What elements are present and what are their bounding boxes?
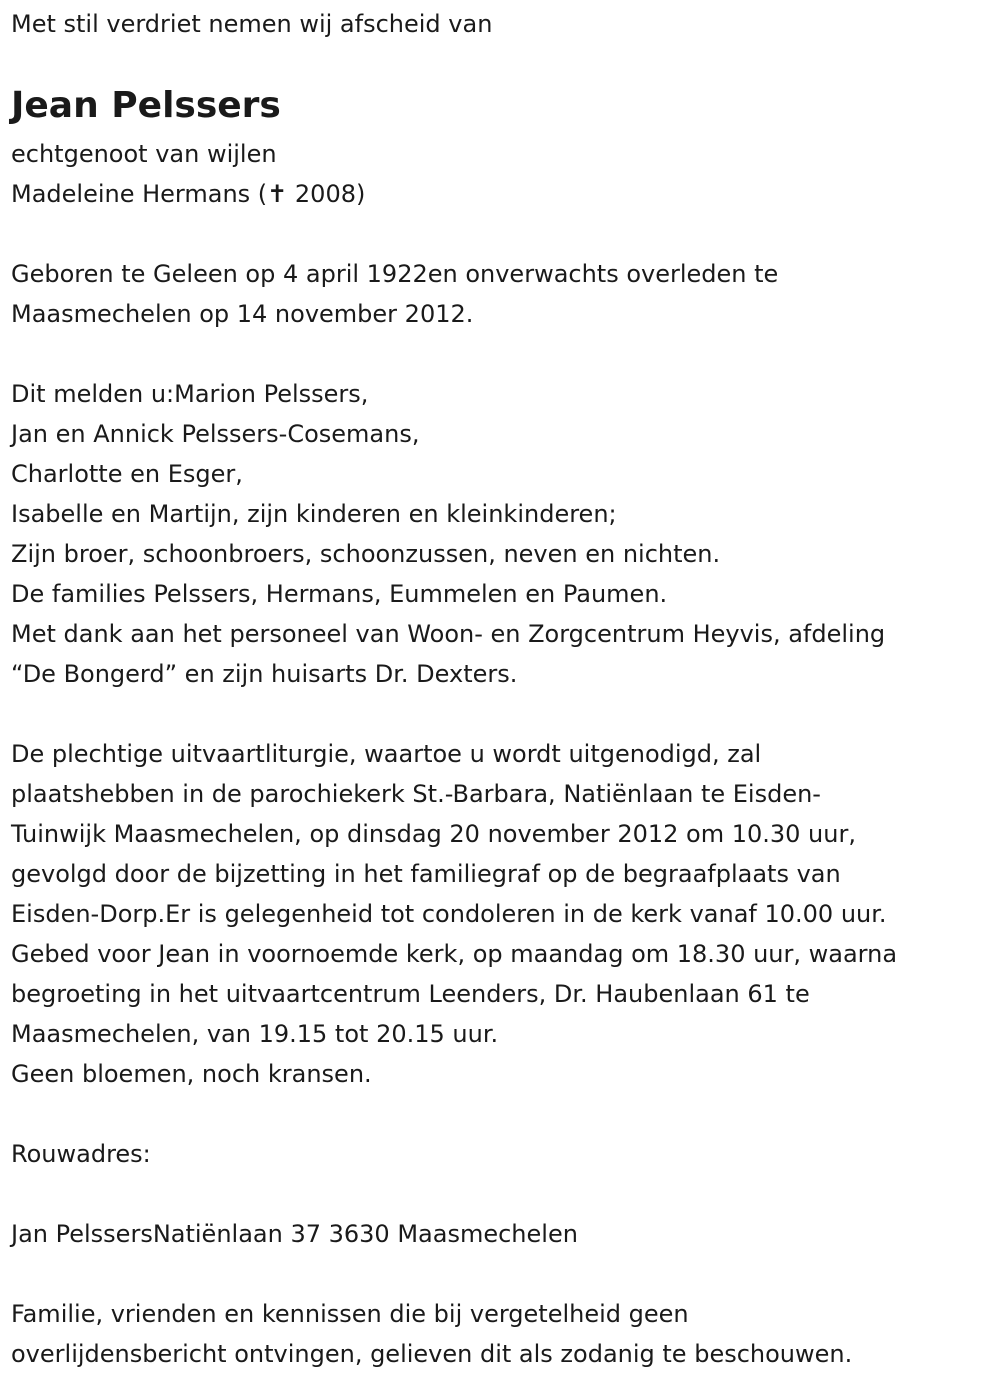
ceremony-line: Maasmechelen, van 19.15 tot 20.15 uur. — [11, 1020, 499, 1048]
family-line: Jan en Annick Pelssers-Cosemans, — [11, 420, 420, 448]
birth-line-1: Geboren te Geleen op 4 april 1922en onverwachts overleden te — [11, 260, 779, 288]
closing-line: overlijdensbericht ontvingen, gelieven dit als zodanig te beschouwen. — [11, 1340, 853, 1368]
family-line: De families Pelssers, Hermans, Eummelen en Paumen. — [11, 580, 668, 608]
ceremony-line: plaatshebben in de parochiekerk St.-Barbara, Natiënlaan te Eisden- — [11, 780, 821, 808]
family-line: Charlotte en Esger, — [11, 460, 243, 488]
spouse-line-1: echtgenoot van wijlen — [11, 140, 277, 168]
closing-line: Familie, vrienden en kennissen die bij vergetelheid geen — [11, 1300, 689, 1328]
birth-line-2: Maasmechelen op 14 november 2012. — [11, 300, 474, 328]
intro-text: Met stil verdriet nemen wij afscheid van — [11, 10, 493, 38]
family-line: “De Bongerd” en zijn huisarts Dr. Dexters. — [11, 660, 518, 688]
ceremony-line: Tuinwijk Maasmechelen, op dinsdag 20 november 2012 om 10.30 uur, — [11, 820, 856, 848]
ceremony-line: begroeting in het uitvaartcentrum Leenders, Dr. Haubenlaan 61 te — [11, 980, 810, 1008]
ceremony-line: Gebed voor Jean in voornoemde kerk, op maandag om 18.30 uur, waarna — [11, 940, 898, 968]
family-line: Zijn broer, schoonbroers, schoonzussen, neven en nichten. — [11, 540, 721, 568]
deceased-name: Jean Pelssers — [11, 85, 281, 126]
address-label: Rouwadres: — [11, 1140, 151, 1168]
family-line: Met dank aan het personeel van Woon- en Zorgcentrum Heyvis, afdeling — [11, 620, 886, 648]
ceremony-line: De plechtige uitvaartliturgie, waartoe u wordt uitgenodigd, zal — [11, 740, 762, 768]
spouse-line-2: Madeleine Hermans (✝ 2008) — [11, 180, 366, 208]
ceremony-line: Eisden-Dorp.Er is gelegenheid tot condoleren in de kerk vanaf 10.00 uur. — [11, 900, 887, 928]
ceremony-line: Geen bloemen, noch kransen. — [11, 1060, 372, 1088]
ceremony-line: gevolgd door de bijzetting in het familiegraf op de begraafplaats van — [11, 860, 841, 888]
address-value: Jan PelssersNatiënlaan 37 3630 Maasmechelen — [11, 1220, 578, 1248]
family-line: Isabelle en Martijn, zijn kinderen en kleinkinderen; — [11, 500, 617, 528]
family-line: Dit melden u:Marion Pelssers, — [11, 380, 369, 408]
